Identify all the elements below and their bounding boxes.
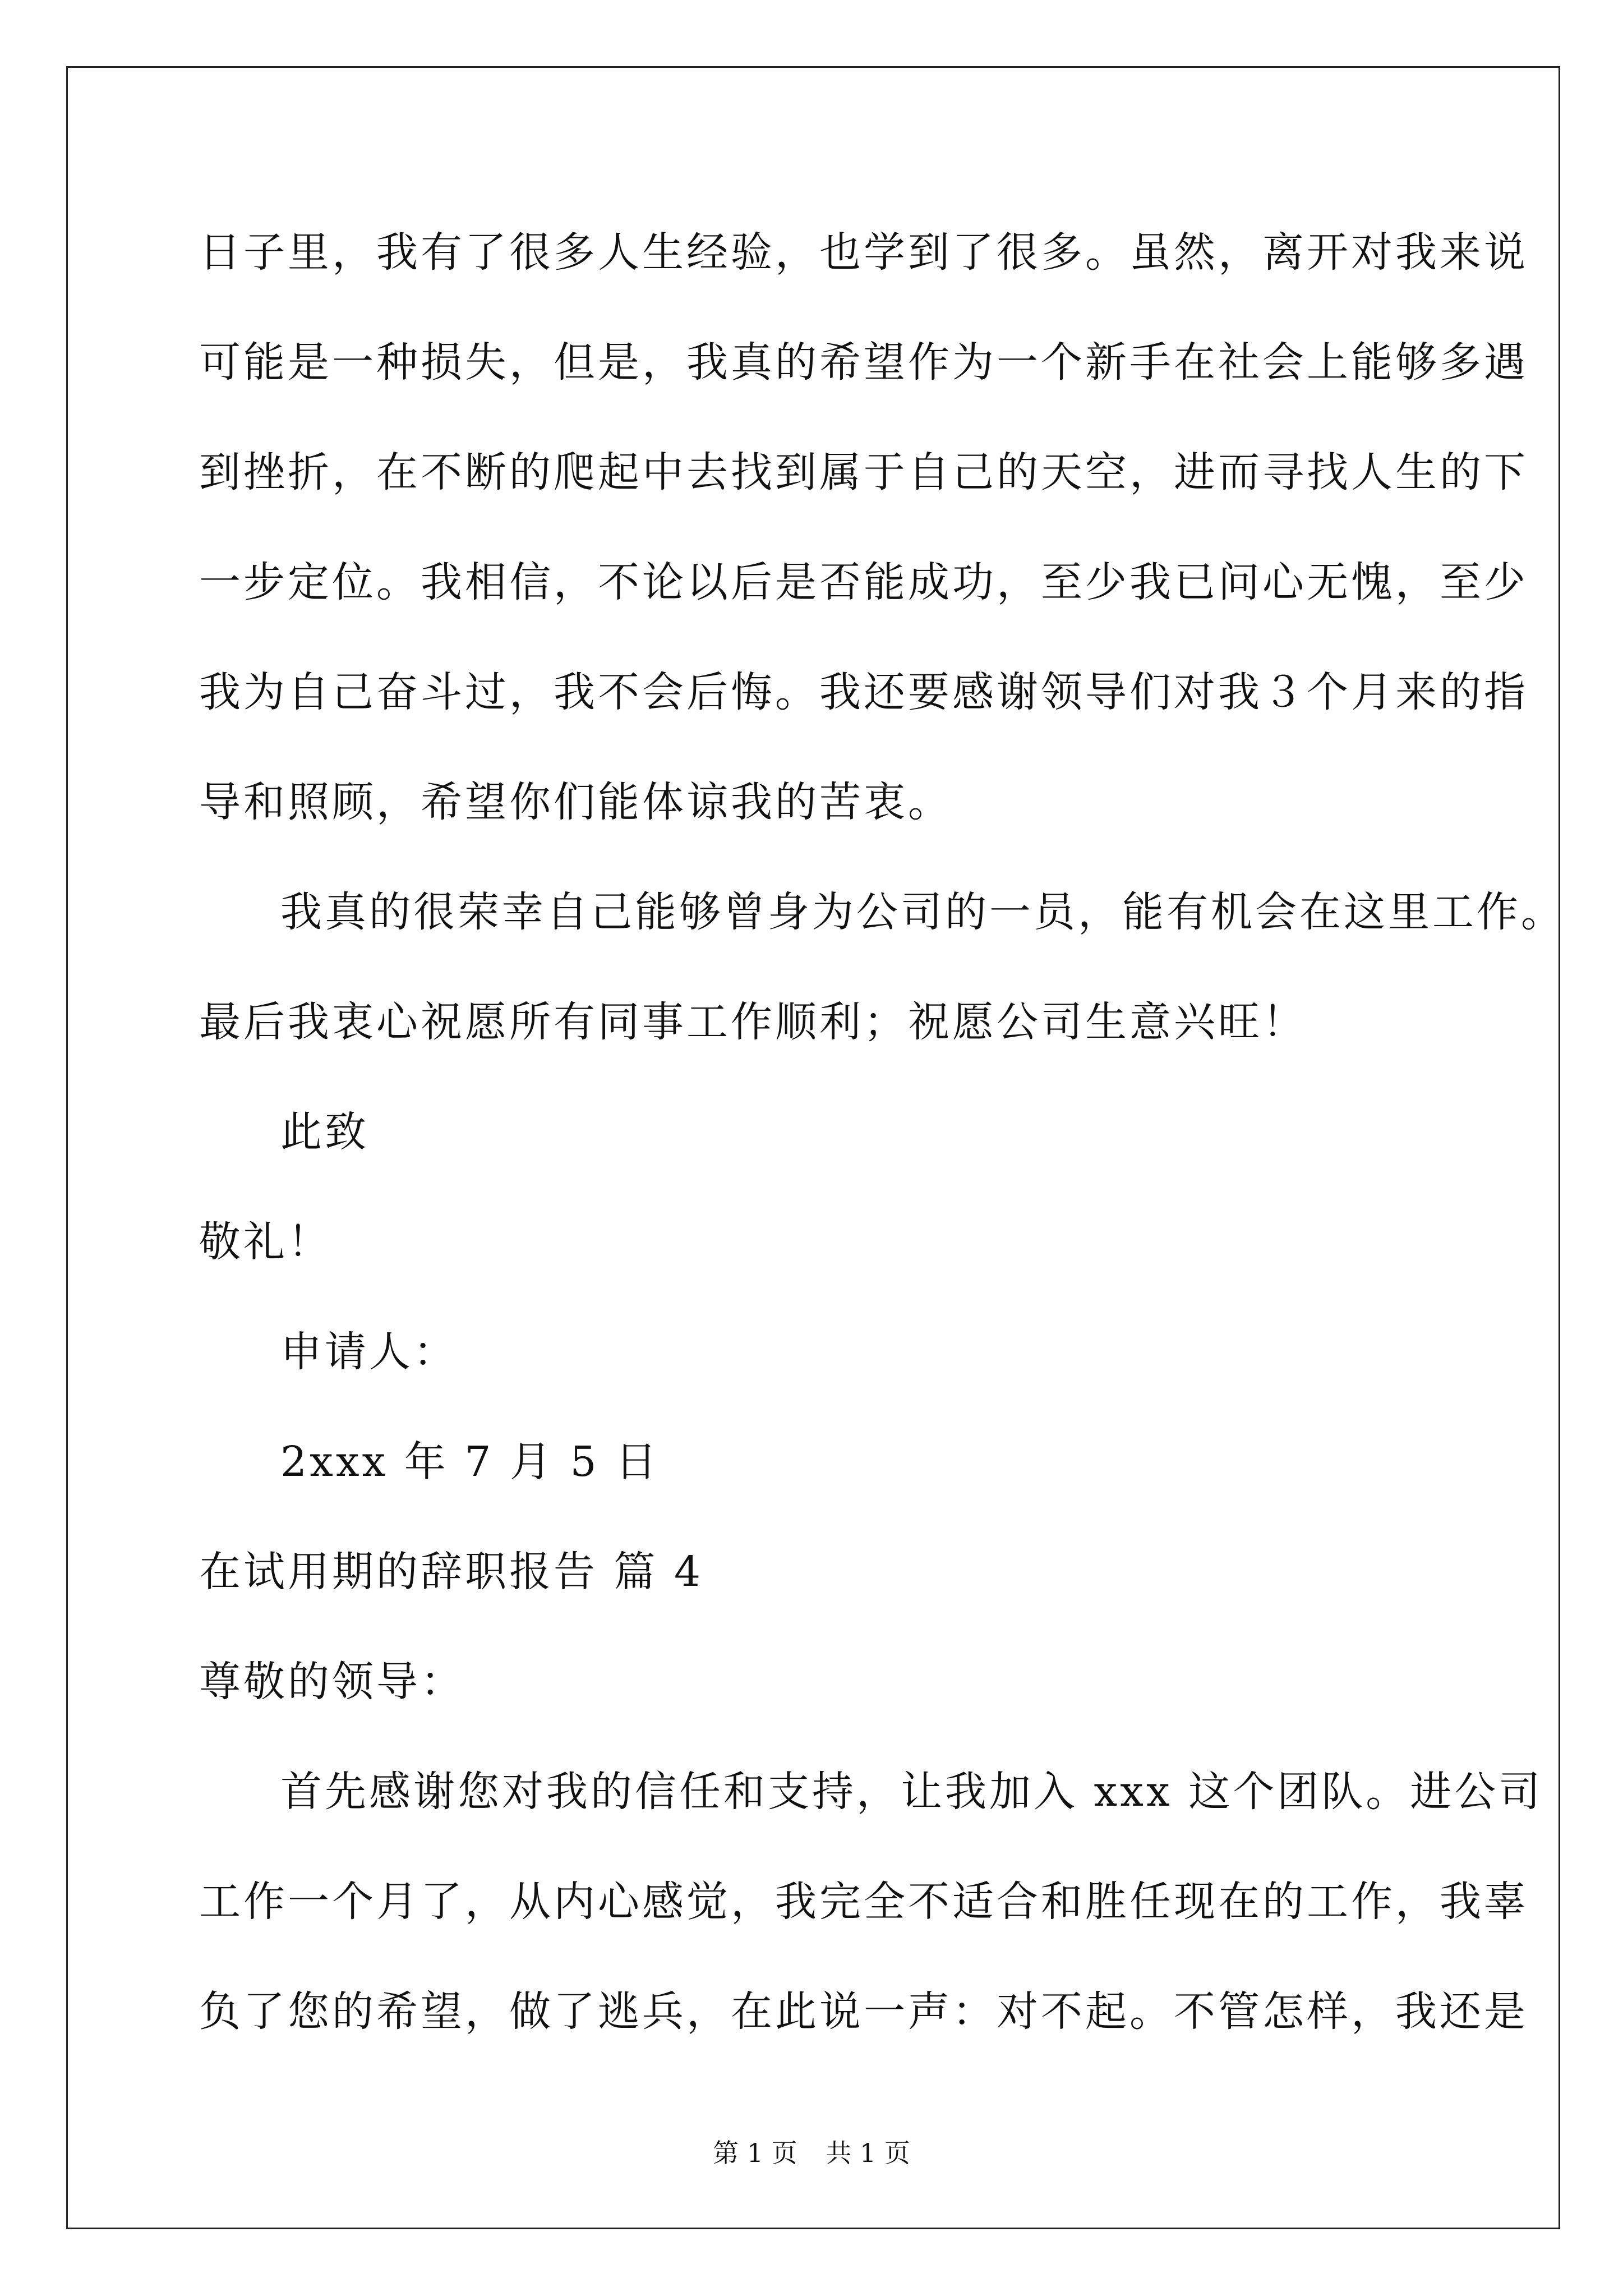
body-line: 最后我衷心祝愿所有同事工作顺利；祝愿公司生意兴旺！ bbox=[199, 998, 1307, 1046]
page-number: 第 1 页 bbox=[713, 2138, 797, 2168]
closing-salutation: 此致 bbox=[280, 1108, 369, 1156]
section-heading: 在试用期的辞职报告 篇 4 bbox=[199, 1548, 704, 1596]
body-line: 导和照顾，希望你们能体谅我的苦衷。 bbox=[199, 778, 952, 826]
body-line: 首先感谢您对我的信任和支持，让我加入 xxx 这个团队。进公司 bbox=[280, 1768, 1543, 1816]
body-line: 工作一个月了，从内心感觉，我完全不适合和胜任现在的工作，我辜 bbox=[199, 1878, 1528, 1926]
page-footer bbox=[0, 2136, 1623, 2170]
date-line: 2xxx 年 7 月 5 日 bbox=[280, 1438, 660, 1486]
body-line: 我真的很荣幸自己能够曾身为公司的一员，能有机会在这里工作。 bbox=[280, 888, 1565, 936]
body-line: 一步定位。我相信，不论以后是否能成功，至少我已问心无愧，至少 bbox=[199, 558, 1528, 606]
body-line: 到挫折，在不断的爬起中去找到属于自己的天空，进而寻找人生的下 bbox=[199, 448, 1528, 496]
page-total: 共 1 页 bbox=[826, 2138, 910, 2168]
body-line: 可能是一种损失，但是，我真的希望作为一个新手在社会上能够多遇 bbox=[199, 338, 1528, 386]
body-line: 负了您的希望，做了逃兵，在此说一声：对不起。不管怎样，我还是 bbox=[199, 1987, 1528, 2036]
closing-regards: 敬礼！ bbox=[199, 1218, 332, 1266]
body-line: 我为自己奋斗过，我不会后悔。我还要感谢领导们对我３个月来的指 bbox=[199, 668, 1528, 716]
greeting: 尊敬的领导： bbox=[199, 1658, 465, 1706]
applicant-label: 申请人： bbox=[280, 1328, 458, 1376]
body-line: 日子里，我有了很多人生经验，也学到了很多。虽然，离开对我来说 bbox=[199, 228, 1528, 277]
